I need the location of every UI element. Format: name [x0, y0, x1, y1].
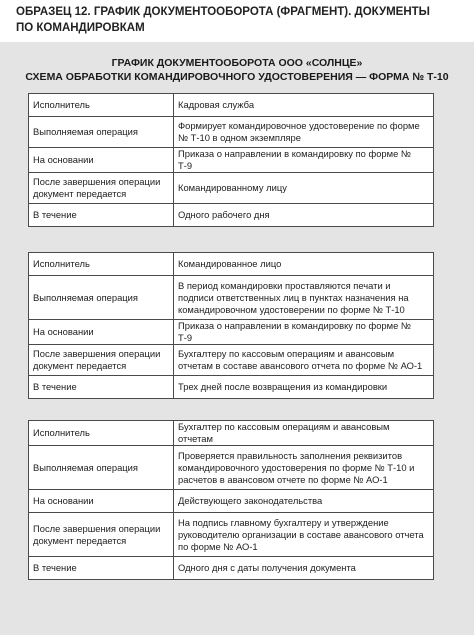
- table-row: [29, 345, 434, 376]
- row-value: На подпись главному бухгалтеру и утверждение руководителю организации в составе авансового отчета по форме № АО-1: [174, 513, 434, 557]
- table-row: [29, 253, 434, 276]
- row-value: Одного дня с даты получения документа: [174, 557, 434, 580]
- row-value: Приказа о направлении в командировку по форме № Т-9: [174, 148, 434, 173]
- table-row: [29, 421, 434, 446]
- table-row: [29, 320, 434, 345]
- table-row: [29, 148, 434, 173]
- row-label: В течение: [29, 204, 174, 227]
- row-label: Исполнитель: [29, 253, 174, 276]
- row-value: Кадровая служба: [174, 94, 434, 117]
- table-row: [29, 173, 434, 204]
- table-row: [29, 513, 434, 557]
- row-value: В период командировки проставляются печати и подписи ответственных лиц в пунктах назначения на командировочном удостоверении по форме № Т-10: [174, 276, 434, 320]
- sample-title-line-2: ПО КОМАНДИРОВКАМ: [16, 22, 145, 34]
- row-label: После завершения операции документ передается: [29, 513, 174, 557]
- row-value: Проверяется правильность заполнения реквизитов командировочного удостоверения по форме № Т-10 и расчетов в авансовом отчете по форме № АО-1: [174, 446, 434, 490]
- row-value: Формирует командировочное удостоверение по форме № Т-10 в одном экземпляре: [174, 117, 434, 148]
- table-row: [29, 94, 434, 117]
- row-value: Одного рабочего дня: [174, 204, 434, 227]
- row-label: Выполняемая операция: [29, 276, 174, 320]
- table-row: [29, 557, 434, 580]
- row-label: На основании: [29, 490, 174, 513]
- row-value: Командированному лицу: [174, 173, 434, 204]
- document-title: [0, 56, 474, 84]
- row-label: После завершения операции документ передается: [29, 173, 174, 204]
- row-label: Выполняемая операция: [29, 117, 174, 148]
- row-label: На основании: [29, 148, 174, 173]
- table-row: [29, 490, 434, 513]
- row-label: Выполняемая операция: [29, 446, 174, 490]
- workflow-table-accountant: [28, 420, 434, 580]
- row-label: В течение: [29, 376, 174, 399]
- row-value: Действующего законодательства: [174, 490, 434, 513]
- row-label: Исполнитель: [29, 421, 174, 446]
- table-row: [29, 117, 434, 148]
- table-row: [29, 376, 434, 399]
- row-value: Бухгалтер по кассовым операциям и авансовым отчетам: [174, 421, 434, 446]
- sample-header: [0, 0, 474, 42]
- document-title-line-2: СХЕМА ОБРАБОТКИ КОМАНДИРОВОЧНОГО УДОСТОВЕРЕНИЯ — ФОРМА № Т-10: [25, 71, 449, 83]
- row-value: Трех дней после возвращения из командировки: [174, 376, 434, 399]
- row-label: В течение: [29, 557, 174, 580]
- row-label: Исполнитель: [29, 94, 174, 117]
- table-row: [29, 446, 434, 490]
- row-value: Командированное лицо: [174, 253, 434, 276]
- table-row: [29, 276, 434, 320]
- sample-title-line-1: ОБРАЗЕЦ 12. ГРАФИК ДОКУМЕНТООБОРОТА (ФРАГМЕНТ). ДОКУМЕНТЫ: [16, 6, 430, 18]
- row-label: На основании: [29, 320, 174, 345]
- table-row: [29, 204, 434, 227]
- workflow-table-traveler: [28, 252, 434, 399]
- row-label: После завершения операции документ передается: [29, 345, 174, 376]
- document-title-line-1: ГРАФИК ДОКУМЕНТООБОРОТА ООО «СОЛНЦЕ»: [111, 57, 363, 69]
- workflow-table-personnel: [28, 93, 434, 227]
- sample-title: [16, 4, 436, 36]
- row-value: Приказа о направлении в командировку по форме № Т-9: [174, 320, 434, 345]
- row-value: Бухгалтеру по кассовым операциям и авансовым отчетам в составе авансового отчета по форме № АО-1: [174, 345, 434, 376]
